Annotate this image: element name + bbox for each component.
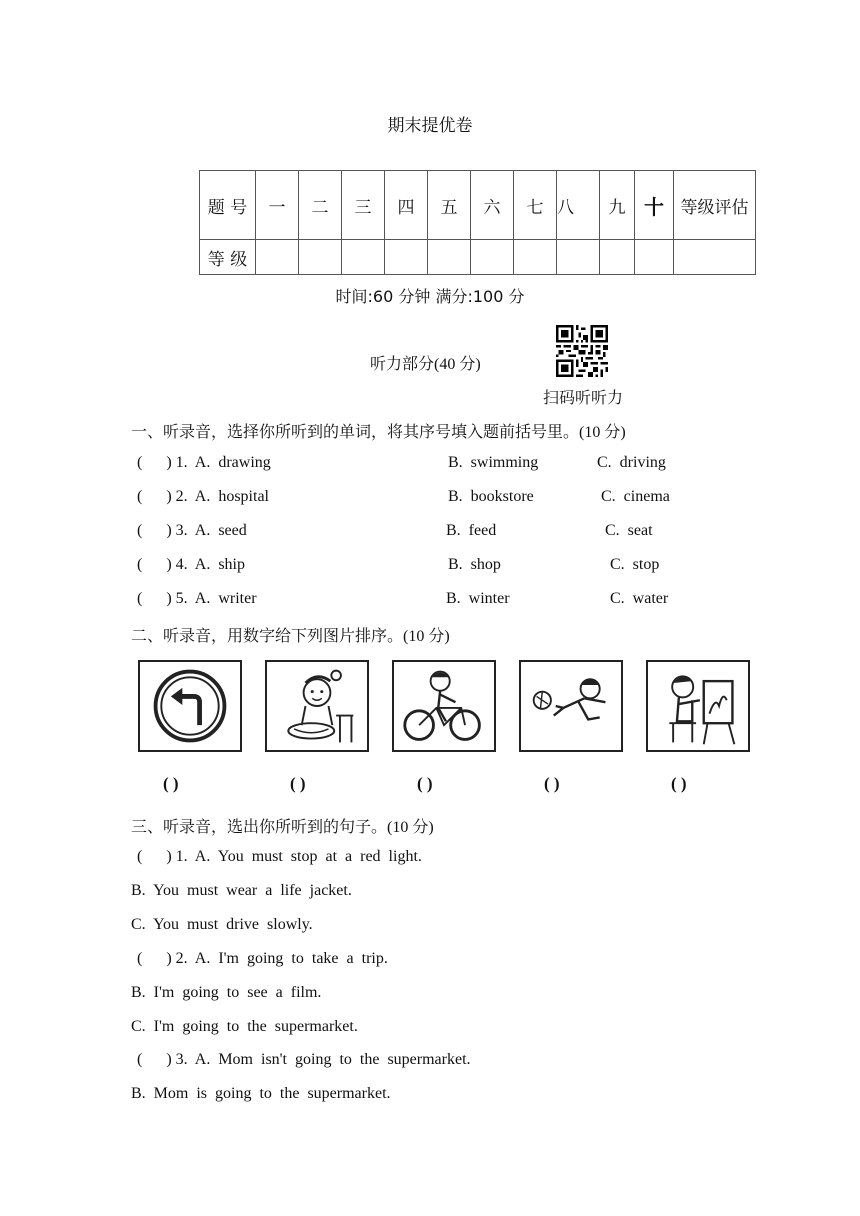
grade-cell[interactable] xyxy=(342,240,385,275)
col-grade-eval: 等级评估 xyxy=(674,171,756,240)
s1-q2-option-b: B. bookstore xyxy=(448,488,534,505)
col-6: 六 xyxy=(471,171,514,240)
qr-code-icon[interactable] xyxy=(556,325,608,377)
col-3: 三 xyxy=(342,171,385,240)
section-1-heading: 一、听录音，选择你所听到的单词，将其序号填入题前括号里。(10 分) xyxy=(131,424,626,441)
picture-order-blank-1[interactable]: ( ) xyxy=(163,774,179,793)
grade-cell[interactable] xyxy=(428,240,471,275)
s3-q1-option-a: ( ) 1. A. You must stop at a red light. xyxy=(137,848,422,865)
turn-left-sign-icon xyxy=(138,660,242,752)
listening-heading: 听力部分(40 分) xyxy=(370,356,481,373)
qr-scan-label: 扫码听听力 xyxy=(543,388,624,407)
row-label-question-number: 题 号 xyxy=(200,171,256,240)
col-7: 七 xyxy=(514,171,557,240)
s1-q5-option-b: B. winter xyxy=(446,590,510,607)
s1-q4-option-c: C. stop xyxy=(610,556,660,573)
s1-q5-option-a: ( ) 5. A. writer xyxy=(137,590,257,607)
grade-cell[interactable] xyxy=(256,240,299,275)
col-9: 九 xyxy=(600,171,635,240)
page-title: 期末提优卷 xyxy=(387,116,473,136)
row-label-grade: 等 级 xyxy=(200,240,256,275)
boy-painting-icon xyxy=(646,660,750,752)
grade-cell[interactable] xyxy=(471,240,514,275)
section-3-heading: 三、听录音，选出你所听到的句子。(10 分) xyxy=(131,819,434,836)
s1-q5-option-c: C. water xyxy=(610,590,669,607)
s3-q3-option-a: ( ) 3. A. Mom isn't going to the supermarket. xyxy=(137,1051,471,1068)
s3-q2-option-b: B. I'm going to see a film. xyxy=(131,984,322,1001)
s1-q1-option-b: B. swimming xyxy=(448,454,539,471)
col-8: 八 xyxy=(557,171,600,240)
s3-q3-option-b: B. Mom is going to the supermarket. xyxy=(131,1085,391,1102)
s3-q2-option-c: C. I'm going to the supermarket. xyxy=(131,1018,358,1035)
s3-q2-option-a: ( ) 2. A. I'm going to take a trip. xyxy=(137,950,388,967)
score-table xyxy=(199,170,756,275)
grade-cell[interactable] xyxy=(514,240,557,275)
s1-q1-option-c: C. driving xyxy=(597,454,666,471)
grade-cell[interactable] xyxy=(674,240,756,275)
grade-cell[interactable] xyxy=(385,240,428,275)
boy-playing-football-icon xyxy=(519,660,623,752)
s3-q1-option-b: B. You must wear a life jacket. xyxy=(131,882,352,899)
score-table-grade-row xyxy=(200,240,756,275)
s1-q3-option-c: C. seat xyxy=(605,522,653,539)
col-1: 一 xyxy=(256,171,299,240)
grade-cell[interactable] xyxy=(299,240,342,275)
grade-cell[interactable] xyxy=(557,240,600,275)
col-5: 五 xyxy=(428,171,471,240)
child-washing-icon xyxy=(265,660,369,752)
s1-q3-option-b: B. feed xyxy=(446,522,497,539)
time-score-info: 时间:60 分钟 满分:100 分 xyxy=(335,287,525,306)
col-2: 二 xyxy=(299,171,342,240)
s1-q4-option-a: ( ) 4. A. ship xyxy=(137,556,245,573)
col-4: 四 xyxy=(385,171,428,240)
section-2-heading: 二、听录音，用数字给下列图片排序。(10 分) xyxy=(131,628,450,645)
grade-cell[interactable] xyxy=(635,240,674,275)
grade-cell[interactable] xyxy=(600,240,635,275)
picture-order-blank-2[interactable]: ( ) xyxy=(290,774,306,793)
picture-order-blank-3[interactable]: ( ) xyxy=(417,774,433,793)
s1-q4-option-b: B. shop xyxy=(448,556,501,573)
s3-q1-option-c: C. You must drive slowly. xyxy=(131,916,313,933)
score-table-header-row xyxy=(200,171,756,240)
boy-cycling-icon xyxy=(392,660,496,752)
s1-q2-option-c: C. cinema xyxy=(601,488,670,505)
picture-order-blank-5[interactable]: ( ) xyxy=(671,774,687,793)
picture-order-blank-4[interactable]: ( ) xyxy=(544,774,560,793)
s1-q1-option-a: ( ) 1. A. drawing xyxy=(137,454,271,471)
s1-q3-option-a: ( ) 3. A. seed xyxy=(137,522,247,539)
s1-q2-option-a: ( ) 2. A. hospital xyxy=(137,488,269,505)
col-10: 十 xyxy=(635,171,674,240)
